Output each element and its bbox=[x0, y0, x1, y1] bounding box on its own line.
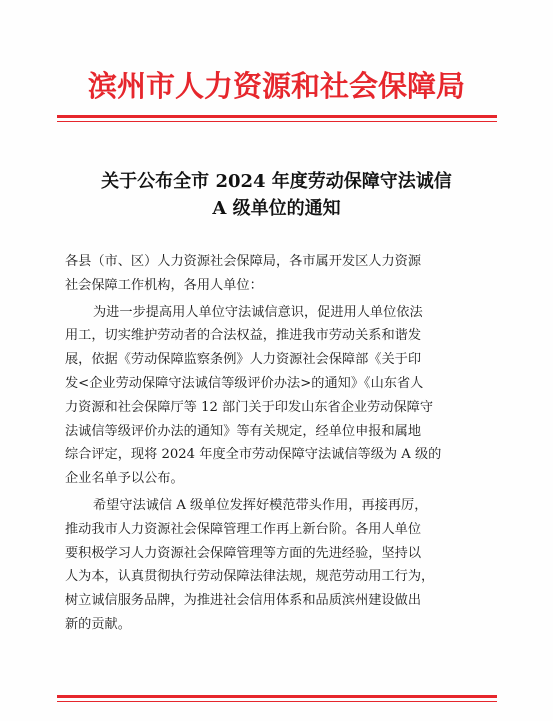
paragraph2-line: 人为本，认真贯彻执行劳动保障法律法规，规范劳动用工行为， bbox=[65, 569, 435, 585]
masthead-red-rule bbox=[57, 115, 497, 122]
paragraph1-line: 发<企业劳动保障守法诚信等级评价办法>的通知》《山东省人 bbox=[65, 375, 424, 391]
paragraph1-line: 法诚信等级评价办法的通知》等有关规定，经单位申报和属地 bbox=[65, 423, 422, 439]
title-line-1: 关于公布全市 2024 年度劳动保障守法诚信 bbox=[101, 171, 452, 192]
red-rule-thin bbox=[57, 121, 497, 122]
paragraph1-line: 用工，切实维护劳动者的合法权益，推进我市劳动关系和谐发 bbox=[65, 328, 422, 344]
paragraph2-line: 推动我市人力资源社会保障管理工作再上新台阶。各用人单位 bbox=[65, 521, 422, 537]
paragraph1-line: 展，依据《劳动保障监察条例》人力资源社会保障部《关于印 bbox=[65, 352, 422, 368]
salutation-line-1: 各县（市、区）人力资源社会保障局，各市属开发区人力资源 bbox=[65, 254, 422, 269]
paragraph2-line: 希望守法诚信 A 级单位发挥好模范带头作用，再接再厉， bbox=[93, 497, 428, 513]
paragraph1-line: 企业名单予以公布。 bbox=[65, 471, 184, 487]
document-body bbox=[65, 250, 490, 637]
title-line-2: A 级单位的通知 bbox=[212, 198, 341, 219]
red-rule-thick bbox=[57, 115, 497, 118]
red-rule-thin bbox=[57, 701, 497, 702]
paragraph1-line: 力资源和社会保障厅等 12 部门关于印发山东省企业劳动保障守 bbox=[65, 399, 434, 415]
agency-masthead: 滨州市人力资源和社会保障局 bbox=[87, 69, 465, 103]
footer-red-rule bbox=[57, 695, 497, 702]
document-title bbox=[40, 168, 513, 222]
paragraph2-line: 要积极学习人力资源社会保障管理等方面的先进经验，坚持以 bbox=[65, 545, 422, 561]
paragraph1-line: 综合评定，现将 2024 年度全市劳动保障守法诚信等级为 A 级的 bbox=[65, 447, 442, 463]
paragraph2-line: 树立诚信服务品牌，为推进社会信用体系和品质滨州建设做出 bbox=[65, 593, 422, 609]
paragraph2-line: 新的贡献。 bbox=[65, 616, 131, 632]
red-rule-thick bbox=[57, 695, 497, 698]
salutation-line-2: 社会保障工作机构，各用人单位： bbox=[65, 277, 263, 293]
paragraph1-line: 为进一步提高用人单位守法诚信意识，促进用人单位依法 bbox=[93, 304, 423, 320]
